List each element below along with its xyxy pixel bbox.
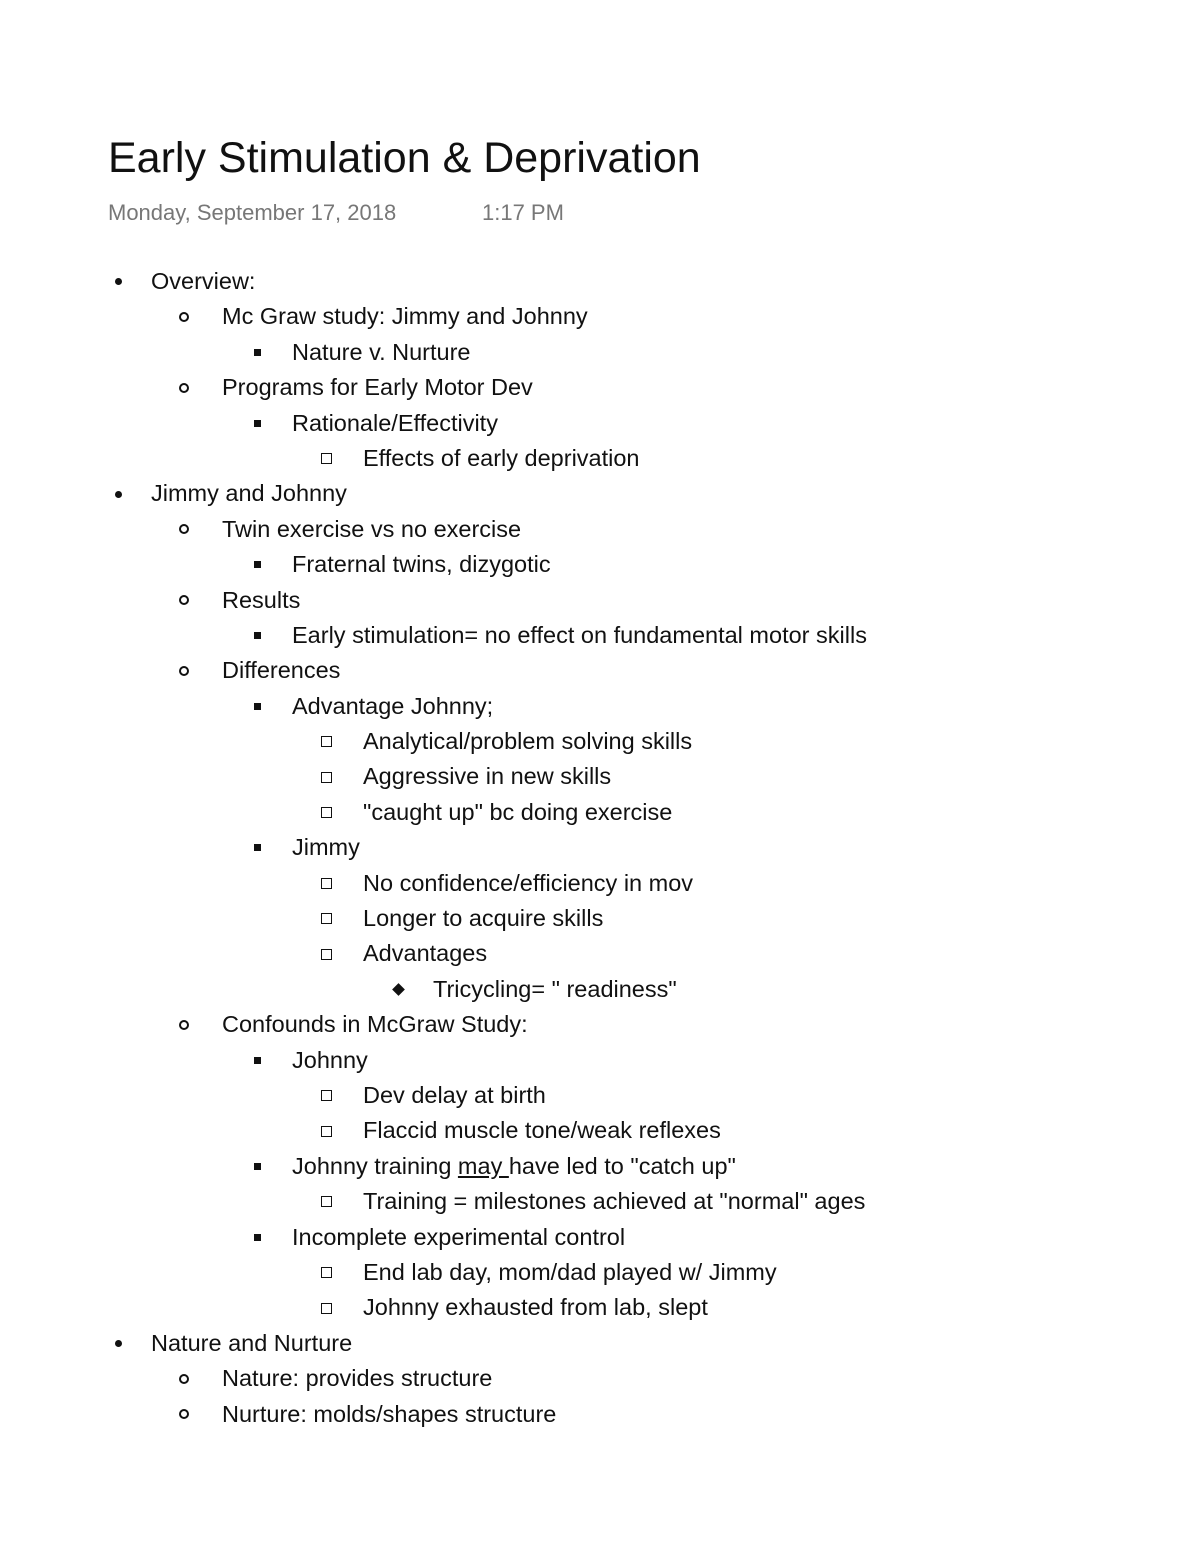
filled-circle-bullet-icon [106, 1326, 130, 1361]
hollow-square-bullet-icon [314, 795, 338, 830]
outline-item-text: Analytical/problem solving skills [363, 728, 693, 755]
filled-square-bullet-icon [245, 335, 269, 370]
hollow-square-bullet-icon [314, 724, 338, 759]
outline-item [0, 1113, 1200, 1148]
outline-item-text: Longer to acquire skills [363, 905, 604, 932]
filled-square-bullet-icon [245, 406, 269, 441]
outline-item [0, 441, 1200, 476]
outline-item [0, 1043, 1200, 1078]
outline-item-text: No confidence/efficiency in mov [363, 869, 694, 896]
outline-item [0, 866, 1200, 901]
hollow-square-bullet-icon [314, 1290, 338, 1325]
outline-item-text: Johnny exhausted from lab, slept [363, 1294, 708, 1321]
outline-item [0, 264, 1200, 299]
outline-item [0, 1290, 1200, 1325]
outline-item-text: Dev delay at birth [363, 1081, 546, 1108]
outline-item [0, 370, 1200, 405]
hollow-circle-bullet-icon [172, 512, 196, 547]
outline-item-text: Nature v. Nurture [292, 338, 471, 365]
outline-item [0, 1220, 1200, 1255]
outline-item-text: Early stimulation= no effect on fundamental motor skills [292, 621, 867, 648]
filled-square-bullet-icon [245, 1220, 269, 1255]
hollow-square-bullet-icon [314, 901, 338, 936]
filled-square-bullet-icon [245, 689, 269, 724]
outline-item [0, 1361, 1200, 1396]
outline-item-text: Incomplete experimental control [292, 1223, 626, 1250]
outline-item [0, 512, 1200, 547]
hollow-circle-bullet-icon [172, 299, 196, 334]
outline-item-text: Overview: [151, 268, 256, 294]
outline-item-text: Rationale/Effectivity [292, 409, 498, 436]
hollow-circle-bullet-icon [172, 1361, 196, 1396]
outline-item-text: Mc Graw study: Jimmy and Johnny [222, 303, 588, 330]
filled-square-bullet-icon [245, 618, 269, 653]
outline-item-text [292, 1149, 736, 1184]
outline-item [0, 795, 1200, 830]
filled-square-bullet-icon [245, 547, 269, 582]
outline-item [0, 1007, 1200, 1042]
outline-item [0, 830, 1200, 865]
filled-square-bullet-icon [245, 830, 269, 865]
hollow-square-bullet-icon [314, 1184, 338, 1219]
outline-list [0, 264, 1200, 1432]
outline-item-text: Fraternal twins, dizygotic [292, 551, 551, 578]
outline-item [0, 1326, 1200, 1361]
outline-item-text: Johnny [292, 1046, 368, 1073]
outline-item [0, 689, 1200, 724]
diamond-bullet-icon [386, 972, 410, 1007]
outline-item [0, 1255, 1200, 1290]
outline-item-text: Advantages [363, 940, 488, 967]
hollow-circle-bullet-icon [172, 1007, 196, 1042]
hollow-square-bullet-icon [314, 441, 338, 476]
outline-item-text: Differences [222, 657, 341, 684]
hollow-square-bullet-icon [314, 1255, 338, 1290]
note-time: 1:17 PM [482, 200, 564, 225]
outline-text-segment: have led to "catch up" [508, 1152, 736, 1179]
outline-item [0, 1397, 1200, 1432]
outline-item [0, 547, 1200, 582]
outline-item-text: Effects of early deprivation [363, 444, 640, 471]
outline-item [0, 583, 1200, 618]
outline-item-text: Jimmy [292, 834, 360, 861]
outline-item-text: Twin exercise vs no exercise [222, 515, 522, 542]
outline-item [0, 1149, 1200, 1184]
hollow-circle-bullet-icon [172, 1397, 196, 1432]
note-date: Monday, September 17, 2018 [108, 200, 397, 225]
outline-item-text: Tricycling= " readiness" [433, 975, 677, 1002]
outline-item [0, 759, 1200, 794]
outline-item-text: Nature: provides structure [222, 1365, 493, 1392]
filled-square-bullet-icon [245, 1149, 269, 1184]
outline-item-text: Jimmy and Johnny [151, 480, 347, 507]
outline-item [0, 618, 1200, 653]
outline-item [0, 936, 1200, 971]
hollow-square-bullet-icon [314, 866, 338, 901]
outline-item [0, 1078, 1200, 1113]
outline-item [0, 406, 1200, 441]
hollow-square-bullet-icon [314, 759, 338, 794]
outline-item [0, 335, 1200, 370]
hollow-square-bullet-icon [314, 1113, 338, 1148]
outline-item-text: Nature and Nurture [151, 1329, 353, 1356]
hollow-circle-bullet-icon [172, 583, 196, 618]
filled-circle-bullet-icon [106, 476, 130, 511]
outline-item [0, 724, 1200, 759]
underlined-word: may [457, 1152, 509, 1179]
outline-item-text: Confounds in McGraw Study: [222, 1011, 528, 1038]
outline-item-text: Advantage Johnny; [292, 692, 494, 719]
hollow-circle-bullet-icon [172, 653, 196, 688]
outline-item-text: Aggressive in new skills [363, 763, 612, 790]
outline-text-segment: Johnny training [292, 1152, 458, 1179]
page-title: Early Stimulation & Deprivation [108, 134, 701, 182]
outline-item [0, 653, 1200, 688]
filled-circle-bullet-icon [106, 264, 130, 299]
outline-item [0, 1184, 1200, 1219]
hollow-square-bullet-icon [314, 936, 338, 971]
outline-item [0, 476, 1200, 511]
filled-square-bullet-icon [245, 1043, 269, 1078]
outline-item [0, 299, 1200, 334]
outline-item-text: End lab day, mom/dad played w/ Jimmy [363, 1258, 777, 1285]
hollow-circle-bullet-icon [172, 370, 196, 405]
outline-item-text: Flaccid muscle tone/weak reflexes [363, 1117, 721, 1144]
outline-item-text: Programs for Early Motor Dev [222, 374, 533, 401]
outline-item-text: Training = milestones achieved at "normal" ages [363, 1188, 866, 1215]
outline-item-text: Results [222, 586, 301, 613]
outline-item-text: Nurture: molds/shapes structure [222, 1400, 557, 1427]
outline-item [0, 972, 1200, 1007]
hollow-square-bullet-icon [314, 1078, 338, 1113]
outline-item-text: "caught up" bc doing exercise [363, 798, 673, 825]
outline-item [0, 901, 1200, 936]
note-timestamp [108, 198, 564, 228]
